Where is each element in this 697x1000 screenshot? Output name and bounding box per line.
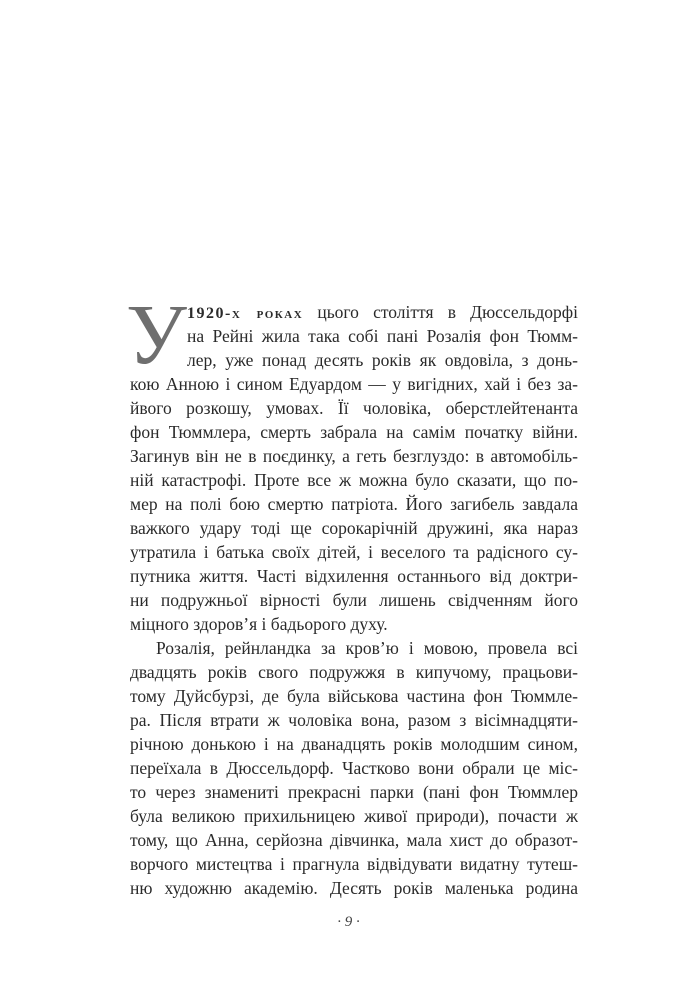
text-line — [130, 300, 578, 324]
page-number: · 9 · — [337, 914, 360, 930]
text-line: ра. Після втрати ж чоловіка вона, разом з вісімнадцяти- — [130, 710, 578, 730]
text-line: ню художню академію. Десять років маленька родина — [130, 878, 578, 898]
text-line: то через знамениті прекрасні парки (пані фон Тюммлер — [130, 782, 578, 802]
text-line: ни подружньої вірності були лишень свідченням його — [130, 590, 578, 610]
text-line: важкого удару тоді ще сорокарічній дружині, яка нараз — [130, 518, 578, 538]
text-line: двадцять років свого подружжя в кипучому, працьови- — [130, 662, 578, 682]
text-line: тому Дуйсбурзі, де була військова частина фон Тюммле- — [130, 686, 578, 706]
text-line: путника життя. Часті відхилення останнього від доктри- — [130, 566, 578, 586]
text-line-rest: цього століття в Дюссельдорфі — [303, 302, 578, 322]
text-line: мер на полі бою смертю патріота. Його загибель завдала — [130, 494, 578, 514]
drop-cap: У — [126, 286, 187, 382]
text-line: утратила і батька своїх дітей, і веселого та радісного су- — [130, 542, 578, 562]
text-line: тому, що Анна, серйозна дівчинка, мала хист до образот- — [130, 830, 578, 850]
text-line: ній катастрофі. Проте все ж можна було сказати, що по- — [130, 470, 578, 490]
text-line: була великою прихильницею живої природи), почасти ж — [130, 806, 578, 826]
text-line: кою Анною і сином Едуардом — у вигідних, хай і без за- — [130, 374, 578, 394]
text-line: на Рейні жила така собі пані Розалія фон Тюмм- — [187, 326, 578, 346]
body-text — [130, 300, 578, 900]
text-line: міцного здоров’я і бадьорого духу. — [130, 614, 388, 634]
text-line: переїхала в Дюссельдорф. Частково вони обрали це міс- — [130, 758, 578, 778]
text-line: Розалія, рейнландка за кров’ю і мовою, провела всі — [156, 638, 578, 658]
text-line: лер, уже понад десять років як овдовіла, з донь- — [187, 350, 578, 370]
text-line: ворчого мистецтва і прагнула відвідувати видатну тутеш- — [130, 854, 578, 874]
lead-in-small-caps: 1920-х роках — [187, 305, 304, 322]
text-line: фон Тюммлера, смерть забрала на самім початку війни. — [130, 422, 578, 442]
text-line: йвого розкошу, умовах. Її чоловіка, оберстлейтенанта — [130, 398, 578, 418]
text-line: Загинув він не в поєдинку, а геть безглуздо: в автомобіль- — [130, 446, 578, 466]
text-line: річною донькою і на дванадцять років молодшим сином, — [130, 734, 578, 754]
